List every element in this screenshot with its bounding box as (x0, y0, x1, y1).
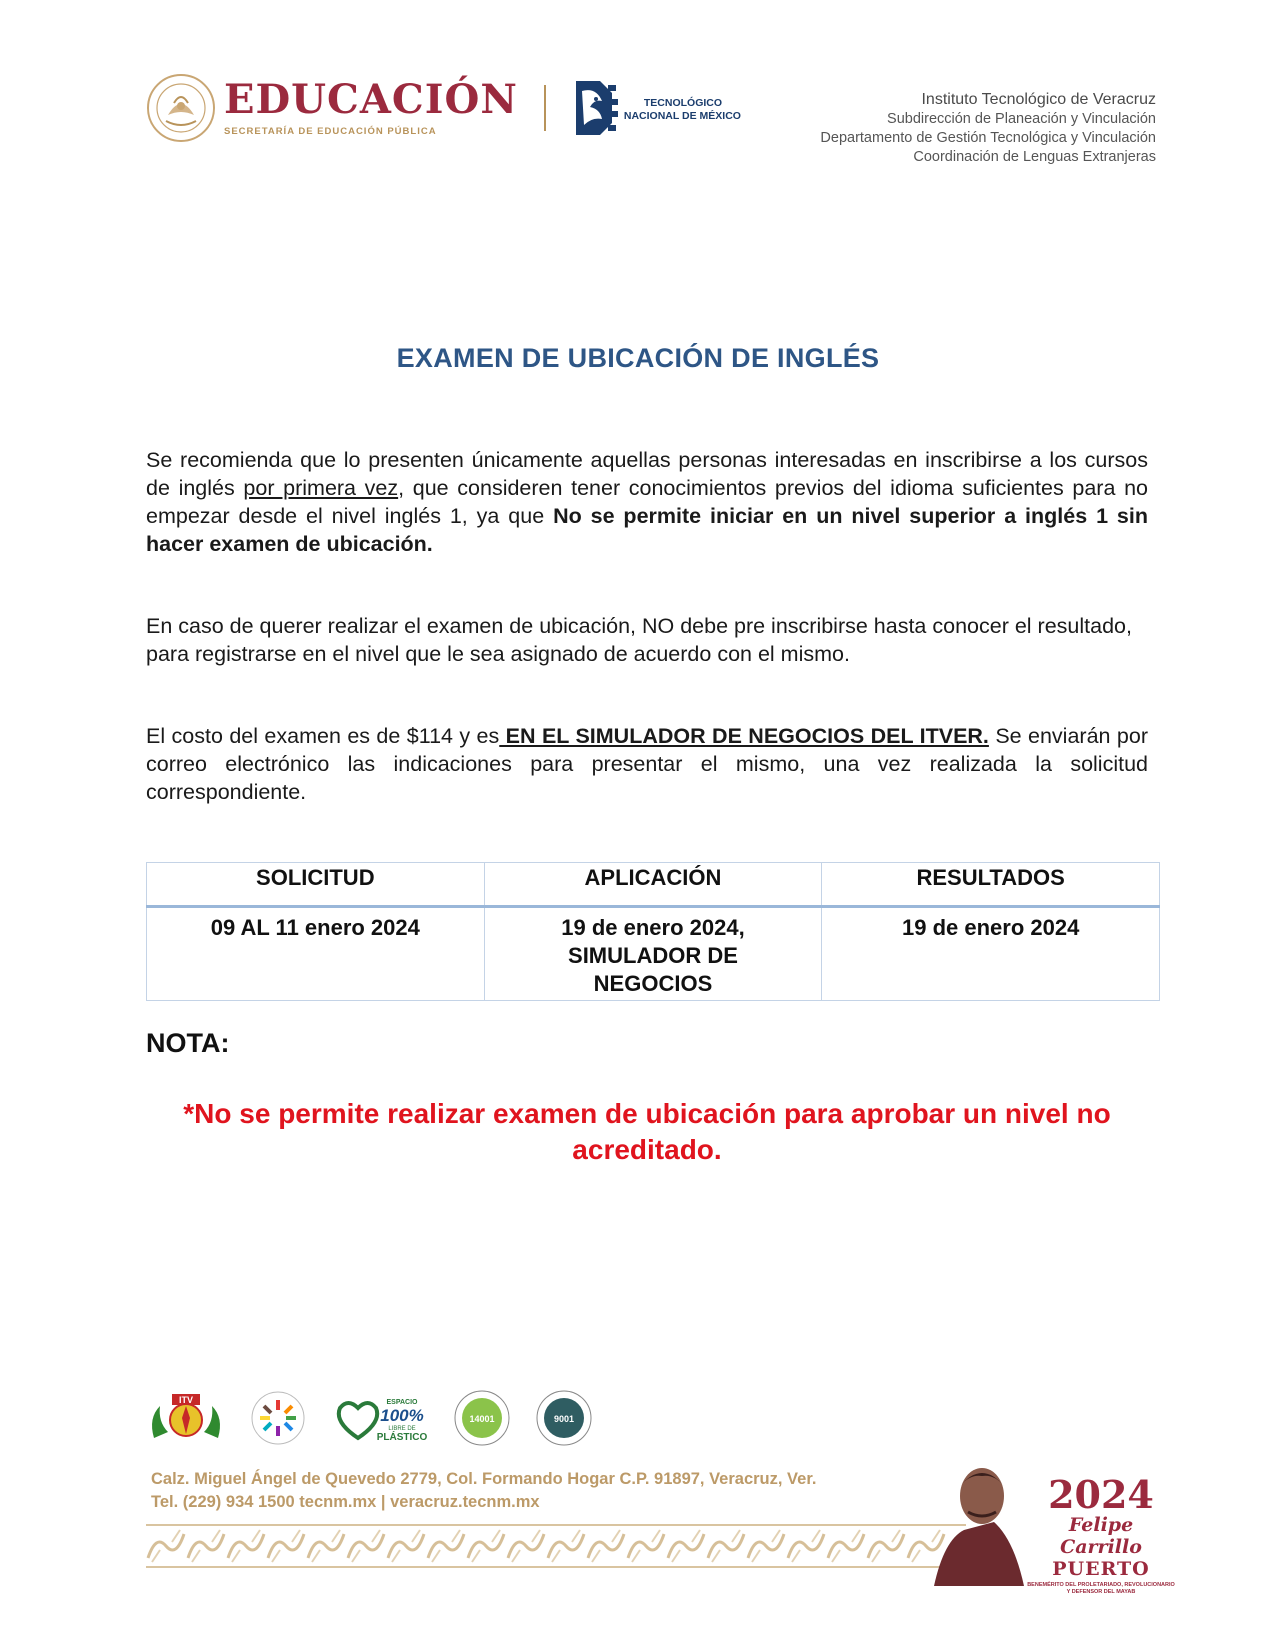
p3-bold-underlined: EN EL SIMULADOR DE NEGOCIOS DEL ITVER. (499, 724, 989, 748)
iso-14001-seal-icon (452, 1388, 512, 1448)
year-honoree-surname: PUERTO (1052, 1558, 1150, 1580)
year-honoree-name: Felipe Carrillo (1060, 1514, 1142, 1558)
percent-label: 100% (380, 1406, 424, 1425)
tecnm-logo-text (624, 97, 741, 123)
header-solicitud: SOLICITUD (147, 863, 485, 907)
note-heading: NOTA: (146, 1028, 230, 1058)
p1-underlined: por primera vez (243, 476, 399, 500)
table-row (147, 907, 1160, 1001)
libre-label: LIBRE DE (388, 1426, 416, 1432)
equality-seal-icon (248, 1388, 308, 1448)
iso-9001-seal-icon (534, 1388, 594, 1448)
espacio-label: ESPACIO (386, 1399, 418, 1406)
plastico-label: PLÁSTICO (376, 1432, 428, 1443)
cell-aplicacion-line2: SIMULADOR DE (568, 943, 738, 968)
p1-text-a: Se recomienda que lo presenten únicamente aquellas personas interesadas en inscribirse a los cursos de inglés (146, 448, 1148, 500)
secretaria-logo-subtitle: SECRETARÍA DE EDUCACIÓN PÚBLICA (224, 125, 437, 137)
secretaria-logo-title: EDUCACIÓN (224, 75, 518, 123)
footer-stripe-top (146, 1524, 966, 1526)
tecnm-line2: NACIONAL DE MÉXICO (623, 110, 741, 122)
cell-aplicacion (484, 907, 822, 1001)
itv-label: ITV (178, 1395, 194, 1405)
header-logos (146, 72, 741, 144)
plastic-free-badge-icon (330, 1388, 430, 1448)
p1-bold: No se permite iniciar en un nivel superior a inglés 1 sin hacer examen de ubicación. (146, 504, 1148, 556)
iso1-label: 14001 (469, 1414, 495, 1424)
cell-solicitud: 09 AL 11 enero 2024 (147, 907, 485, 1001)
cell-aplicacion-line3: NEGOCIOS (593, 971, 713, 996)
cell-aplicacion-line1: 19 de enero 2024, (561, 915, 745, 940)
decorative-pattern (146, 1528, 966, 1564)
year-badge (1026, 1472, 1176, 1596)
subdirection-name: Subdirección de Planeación y Vinculación (887, 111, 1156, 127)
p3-text-a: El costo del examen es de $114 y es (146, 724, 500, 748)
address-line: Calz. Miguel Ángel de Quevedo 2779, Col. Formando Hogar C.P. 91897, Veracruz, Ver. (151, 1470, 817, 1488)
footer-stripe-bottom (146, 1566, 966, 1568)
instructions-paragraph: En caso de querer realizar el examen de ubicación, NO debe pre inscribirse hasta conocer el resultado, para registrarse en el nivel que le sea asignado de acuerdo con el mismo. (146, 614, 1132, 666)
table-header-row (147, 863, 1160, 907)
footer-address (151, 1468, 816, 1514)
logo-divider (544, 85, 546, 131)
p3-text-b: Se enviarán por correo electrónico las indicaciones para presentar el mismo, una vez realizada la solicitud correspondiente. (146, 724, 1148, 804)
year-number: 2024 (1048, 1472, 1154, 1517)
p1-text-b: , que consideren tener conocimientos previos del idioma suficientes para no empezar desde el nivel inglés 1, ya que (146, 476, 1148, 528)
department-name: Departamento de Gestión Tecnológica y Vinculación (820, 130, 1156, 146)
contact-line: Tel. (229) 934 1500 tecnm.mx | veracruz.tecnm.mx (151, 1493, 540, 1511)
cell-resultados: 19 de enero 2024 (822, 907, 1160, 1001)
tecnm-gear-icon (570, 73, 618, 143)
recommendation-paragraph (146, 446, 1148, 558)
institute-name: Instituto Tecnológico de Veracruz (921, 91, 1156, 108)
iso2-label: 9001 (553, 1414, 575, 1424)
tecnm-line1: TECNOLÓGICO (643, 97, 723, 109)
coordination-name: Coordinación de Lenguas Extranjeras (913, 149, 1156, 165)
cost-paragraph (146, 722, 1148, 806)
header-resultados: RESULTADOS (822, 863, 1160, 907)
institution-block (820, 90, 1156, 167)
certification-logos (146, 1388, 616, 1448)
schedule-table (146, 862, 1160, 1001)
document-title: EXAMEN DE UBICACIÓN DE INGLÉS (396, 343, 880, 373)
warning-text: *No se permite realizar examen de ubicación para aprobar un nivel no acreditado. (183, 1098, 1111, 1165)
national-seal-icon (146, 73, 216, 143)
header-aplicacion: APLICACIÓN (484, 863, 822, 907)
itv-emblem-icon (146, 1388, 226, 1448)
year-motto: BENEMÉRITO DEL PROLETARIADO, REVOLUCIONARIO Y DEFENSOR DEL MAYAB (1027, 1582, 1175, 1595)
